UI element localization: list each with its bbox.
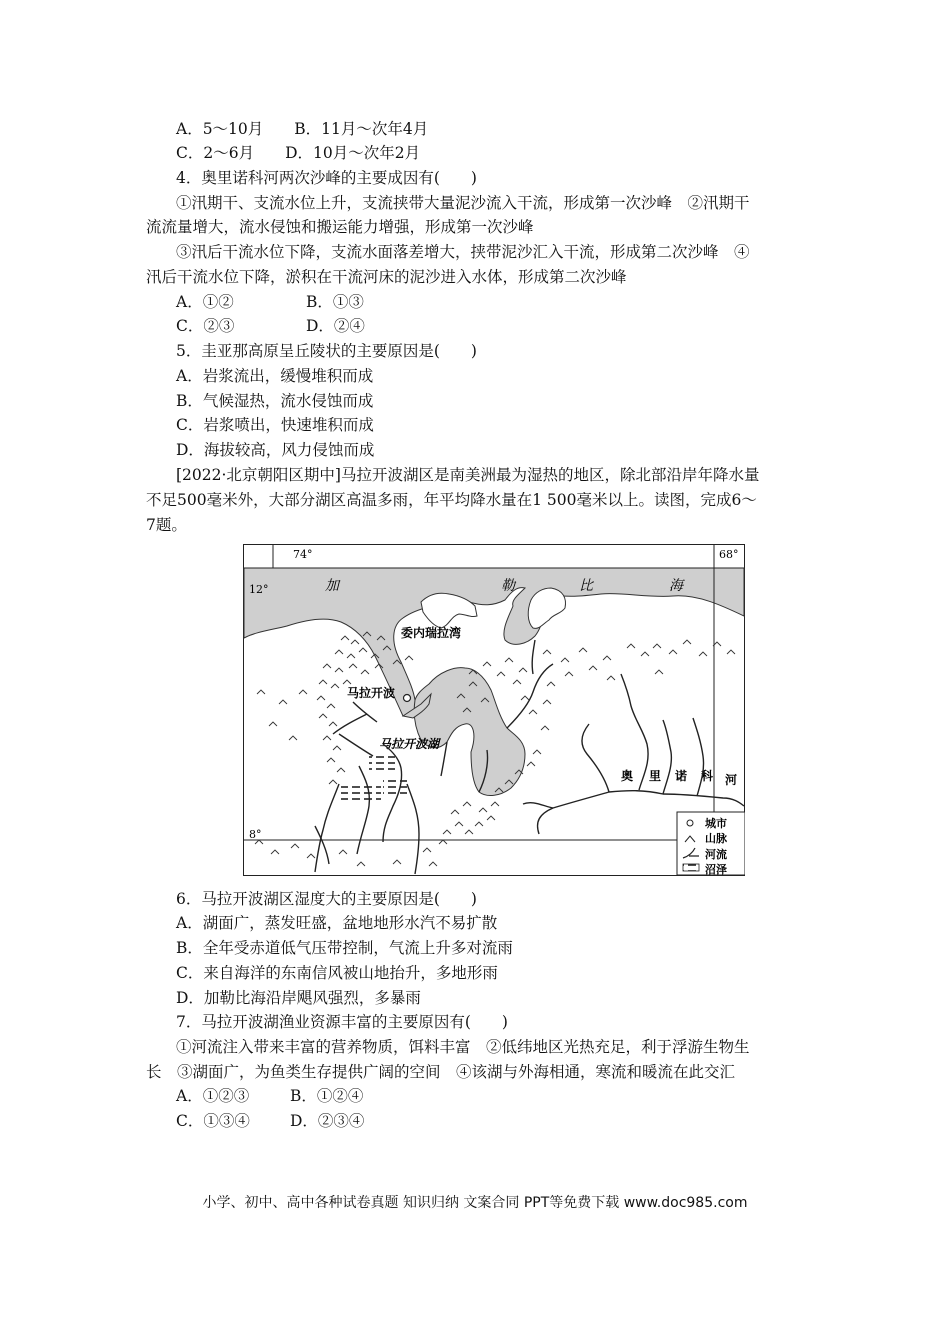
q7-option-d: D．②③④ <box>290 1112 365 1130</box>
page-footer: 小学、初中、高中各种试卷真题 知识归纳 文案合同 PPT等免费下载 www.doc985.com <box>202 1195 748 1211</box>
river-char-2: 里 <box>649 769 662 783</box>
q4-statement-1a: ①汛期干、支流水位上升，支流挟带大量泥沙流入干流，形成第一次沙峰 ②汛期干 <box>176 194 750 212</box>
lat-top-label: 12° <box>249 583 269 596</box>
legend-city-label: 城市 <box>705 817 727 830</box>
q4-option-b: B．①③ <box>306 293 364 311</box>
q7-statement-1: ①河流注入带来丰富的营养物质，饵料丰富 ②低纬地区光热充足，利于浮游生物生 <box>176 1038 750 1056</box>
intro-line-2: 不足500毫米外，大部分湖区高温多雨，年平均降水量在1 500毫米以上。读图，完成6～ <box>146 491 757 509</box>
sea-char-2: 勒 <box>501 578 515 594</box>
q7-option-b: B．①②④ <box>290 1087 364 1105</box>
legend-swamp-label: 沼泽 <box>705 863 727 876</box>
q6-option-b: B．全年受赤道低气压带控制，气流上升多对流雨 <box>176 939 513 957</box>
q6-stem: 6．马拉开波湖区湿度大的主要原因是( ) <box>176 890 477 908</box>
maracaibo-map <box>243 544 745 876</box>
swamp-1 <box>369 756 395 774</box>
q5-option-b: B．气候湿热，流水侵蚀而成 <box>176 392 374 410</box>
river-char-1: 奥 <box>621 769 634 783</box>
q5-stem: 5．圭亚那高原呈丘陵状的主要原因是( ) <box>176 342 477 360</box>
legend-swamp-icon <box>683 864 699 871</box>
city-label: 马拉开波 <box>347 686 396 700</box>
q5-option-a: A．岩浆流出，缓慢堆积而成 <box>176 367 374 385</box>
sea-char-3: 比 <box>579 578 593 594</box>
q4-stem: 4．奥里诺科河两次沙峰的主要成因有( ) <box>176 169 477 187</box>
q7-option-c: C．①③④ <box>176 1112 250 1130</box>
legend-mountain-label: 山脉 <box>705 832 727 845</box>
q3-options-row2: C．2～6月 D．10月～次年2月 <box>176 144 421 162</box>
river-char-4: 科 <box>701 769 714 783</box>
q6-option-c: C．来自海洋的东南信风被山地抬升，多地形雨 <box>176 964 498 982</box>
q5-option-d: D．海拔较高，风力侵蚀而成 <box>176 441 375 459</box>
q4-option-a: A．①② <box>176 293 234 311</box>
swamp-3 <box>383 776 407 796</box>
lon-left-label: 74° <box>293 548 313 561</box>
lon-right-label: 68° <box>719 548 739 561</box>
sea-char-4: 海 <box>669 578 683 594</box>
q4-option-d: D．②④ <box>306 317 365 335</box>
q4-option-c: C．②③ <box>176 317 235 335</box>
river-char-5: 河 <box>725 773 738 787</box>
gulf-label: 委内瑞拉湾 <box>401 626 462 640</box>
swamp-2 <box>341 782 381 804</box>
q4-statement-2a: ③汛后干流水位下降，支流水面落差增大，挟带泥沙汇入干流，形成第二次沙峰 ④ <box>176 243 750 261</box>
q7-stem: 7．马拉开波湖渔业资源丰富的主要原因有( ) <box>176 1013 508 1031</box>
q4-statement-2b: 汛后干流水位下降，淤积在干流河床的泥沙进入水体，形成第二次沙峰 <box>146 268 627 286</box>
q6-option-d: D．加勒比海沿岸飓风强烈，多暴雨 <box>176 989 421 1007</box>
legend-city-icon <box>687 820 693 826</box>
city-marker <box>404 695 411 702</box>
q5-option-c: C．岩浆喷出，快速堆积而成 <box>176 416 374 434</box>
q3-options-row1: A．5～10月 B．11月～次年4月 <box>176 120 429 138</box>
intro-line-1: [2022·北京朝阳区期中]马拉开波湖区是南美洲最为湿热的地区，除北部沿岸年降水量 <box>176 466 760 484</box>
intro-line-3: 7题。 <box>146 516 187 534</box>
q7-option-a: A．①②③ <box>176 1087 250 1105</box>
q6-option-a: A．湖面广，蒸发旺盛，盆地地形水汽不易扩散 <box>176 914 498 932</box>
river-char-3: 诺 <box>675 769 688 783</box>
q7-statement-2: 长 ③湖面广，为鱼类生存提供广阔的空间 ④该湖与外海相通，寒流和暖流在此交汇 <box>146 1063 736 1081</box>
q4-statement-1b: 流流量增大，流水侵蚀和搬运能力增强，形成第一次沙峰 <box>146 218 534 236</box>
legend-river-label: 河流 <box>705 848 727 861</box>
sea-char-1: 加 <box>325 578 339 594</box>
lat-bottom-label: 8° <box>249 828 262 841</box>
lake-label: 马拉开波湖 <box>379 737 440 751</box>
